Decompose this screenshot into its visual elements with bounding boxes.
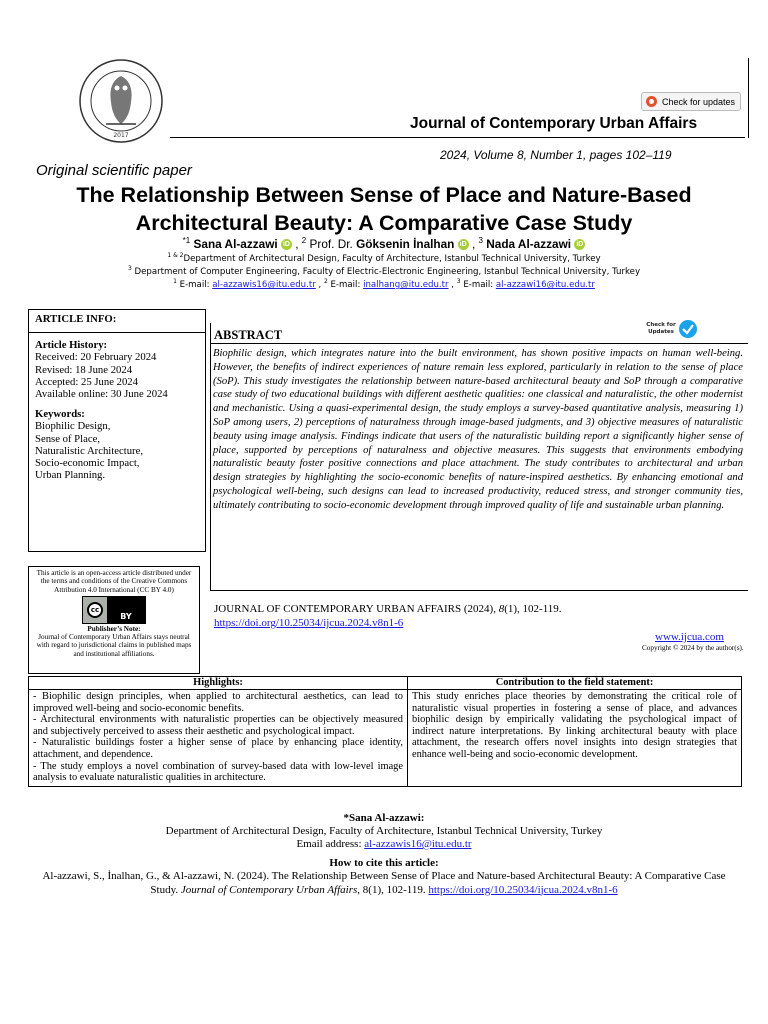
journal-citation: JOURNAL OF CONTEMPORARY URBAN AFFAIRS (2024), 8(1), 102-119. <box>214 603 562 615</box>
author-1-mark: *1 <box>182 236 191 245</box>
doi-link[interactable]: https://doi.org/10.25034/ijcua.2024.v8n1-6 <box>214 617 404 629</box>
author-2-prefix: Prof. Dr. <box>309 236 353 251</box>
paper-title <box>20 181 748 237</box>
revised-date: Revised: 18 June 2024 <box>35 363 133 376</box>
highlight-item: - Naturalistic buildings foster a higher sense of place by enhancing place identity, attachment, and dependence. <box>33 737 403 760</box>
header-divider-vertical <box>748 58 749 138</box>
article-info-heading: ARTICLE INFO: <box>35 313 117 325</box>
orcid-icon[interactable]: iD <box>282 241 290 249</box>
contribution-statement: This study enriches place theories by demonstrating the critical role of naturalistic visual properties in fostering a sense of place, and advances biophilic design by empirically validating the psychological impact of indirect nature interpretations. By linking architectural beauty with place attachment, the research offers novel insights into design strategies that enhance well-being and socio-economic development. <box>408 690 742 787</box>
journal-name: Journal of Contemporary Urban Affairs <box>410 115 698 132</box>
title-line-2: Architectural Beauty: A Comparative Case Study <box>135 211 633 235</box>
svg-text:Check for: Check for <box>646 322 676 328</box>
author-2-mark: 2 <box>301 236 307 245</box>
check-updates-label: Check for updates <box>662 96 736 107</box>
how-to-cite-text: Al-azzawi, S., İnalhan, G., & Al-azzawi, N. (2024). The Relationship Between Sense of Place and Nature-based Architectural Beauty: A Comparative Case Study. Journal of Contemporary Urban Affairs, 8(1), 102-119. https://doi.org/10.25034/ijcua.2024.v8n1-6 <box>42 870 726 896</box>
orcid-icon[interactable]: iD <box>576 241 584 249</box>
keyword: Naturalistic Architecture, <box>35 444 144 457</box>
received-date: Received: 20 February 2024 <box>35 351 157 364</box>
email-link-2[interactable]: inalhang@itu.edu.tr <box>363 279 449 290</box>
highlight-item: - Biophilic design principles, when applied to architectural aesthetics, can lead to improved well-being and socio-economic benefits. <box>33 691 403 714</box>
cc-icon: cc <box>87 602 103 618</box>
cite-doi-link[interactable]: https://doi.org/10.25034/ijcua.2024.v8n1-6 <box>428 883 618 896</box>
email-link-3[interactable]: al-azzawi16@itu.edu.tr <box>495 279 595 290</box>
publisher-note-text: Journal of Contemporary Urban Affairs stays neutral with regard to jurisdictional claims in published maps and institutional affiliations. <box>36 633 192 658</box>
keyword: Sense of Place, <box>35 432 100 445</box>
affiliation-1-2: $^{1 \& 2}$Department of Architectural Design, Faculty of Architecture, Istanbul Technical University, Turkey <box>167 252 601 264</box>
author-emails: $^1$ E-mail: al-azzawis16@itu.edu.tr , $^2$ E-mail: inalhang@itu.edu.tr , $^3$ E-mail: al-azzawi16@itu.edu.tr <box>173 278 595 290</box>
email-link-1[interactable]: al-azzawis16@itu.edu.tr <box>212 279 316 290</box>
accepted-date: Accepted: 25 June 2024 <box>35 375 138 388</box>
author-list: $^{*1}$ Sana Al-azzawi iD , $^2$ Prof. Dr. Göksenin İnalhan iD , $^3$ Nada Al-azzawi iD <box>182 236 584 251</box>
license-box <box>28 566 200 674</box>
abstract-heading: ABSTRACT <box>214 328 283 342</box>
license-text: This article is an open-access article distributed under the terms and conditions of the Creative Commons Attribution 4.0 International (CC BY 4.0) <box>36 569 192 594</box>
check-updates-icon <box>646 96 657 107</box>
check-for-updates-badge[interactable] <box>641 92 741 111</box>
paper-type: Original scientific paper <box>36 162 192 179</box>
keyword: Socio-economic Impact, <box>35 457 140 470</box>
cc-by-badge[interactable] <box>82 596 146 624</box>
online-date: Available online: 30 June 2024 <box>35 388 168 401</box>
svg-text:2017: 2017 <box>113 132 129 139</box>
journal-logo <box>78 58 164 144</box>
by-label: BY <box>120 611 132 621</box>
corresponding-author-heading: *Sana Al-azzawi: <box>343 812 425 824</box>
check-for-updates-icon[interactable] <box>646 318 698 340</box>
abstract-divider-vertical <box>210 323 211 591</box>
corresponding-author-email: Email address: al-azzawis16@itu.edu.tr <box>296 838 472 850</box>
author-3-name: Nada Al-azzawi <box>486 236 572 251</box>
keyword: Urban Planning. <box>35 469 106 482</box>
highlights-table <box>28 676 742 787</box>
abstract-text: Biophilic design, which integrates nature into the built environment, has shown positive impacts on human well-being. However, the benefits of indirect experiences of nature remain less explored, particularly in relation to the sense of place (SoP). This study investigates the relationship between nature-based architectural beauty and SoP through a comparative case study of two educational buildings with different aesthetic qualities: one classical and naturalistic, the other modernist and mechanistic. Using a quasi-experimental design, the study employs a survey-based quantitative analysis, measuring 1) SoP among users, 2) perceptions of naturalness through image-based judgments, and 3) objective measures of naturalistic beauty using image analysis. Findings indicate that users of the naturalistic building report a significantly higher sense of place, supported by perceptions of naturalness and objective measures. This suggests that environments embodying naturalistic beauty foster positive connections and place attachment. The study contributes to architectural and urban design strategies by highlighting the socio-economic benefits of nature-inspired aesthetics. By enhancing emotional and psychological well-being, such designs can lead to increased productivity, reduced stress, and stronger community ties, ultimately contributing to socio-economic development through improved quality of life and sustainable urban planning. <box>213 348 743 511</box>
header-divider <box>170 137 745 138</box>
affiliation-3: $^3$ Department of Computer Engineering, Faculty of Electric-Electronic Engineering, Istanbul Technical University, Turkey <box>127 265 641 277</box>
orcid-icon[interactable]: iD <box>459 241 467 249</box>
keywords-heading: Keywords: <box>35 408 85 421</box>
abstract-divider-bottom <box>211 590 748 591</box>
abstract-divider-top <box>211 343 748 344</box>
svg-text:Updates: Updates <box>648 329 674 335</box>
highlights-heading: Highlights: <box>29 677 408 690</box>
highlight-item: - The study employs a novel combination of survey-based data with low-level image analysis to evaluate naturalistic qualities in architecture. <box>33 760 403 784</box>
author-3-mark: 3 <box>478 236 483 245</box>
journal-website-link[interactable]: www.ijcua.com <box>655 631 724 643</box>
author-1-name: Sana Al-azzawi <box>193 236 278 251</box>
keyword: Biophilic Design, <box>35 420 111 433</box>
volume-info: 2024, Volume 8, Number 1, pages 102–119 <box>440 148 672 162</box>
corresponding-email-link[interactable]: al-azzawis16@itu.edu.tr <box>364 838 472 850</box>
publisher-note-heading: Publisher’s Note: <box>87 624 141 633</box>
how-to-cite-heading: How to cite this article: <box>329 857 439 869</box>
history-heading: Article History: <box>35 339 108 352</box>
author-2-name: Göksenin İnalhan <box>356 236 455 251</box>
article-info-box <box>28 309 206 552</box>
highlights-list <box>29 690 408 787</box>
title-line-1: The Relationship Between Sense of Place and Nature-Based <box>76 183 692 207</box>
contribution-heading: Contribution to the field statement: <box>408 677 742 690</box>
corresponding-author-department: Department of Architectural Design, Faculty of Architecture, Istanbul Technical University, Turkey <box>165 825 603 837</box>
highlight-item: - Architectural environments with naturalistic properties can be objectively measured and subjectively perceived to assess their aesthetic and psychological impact. <box>33 714 403 737</box>
copyright-notice: Copyright © 2024 by the author(s). <box>642 644 744 652</box>
